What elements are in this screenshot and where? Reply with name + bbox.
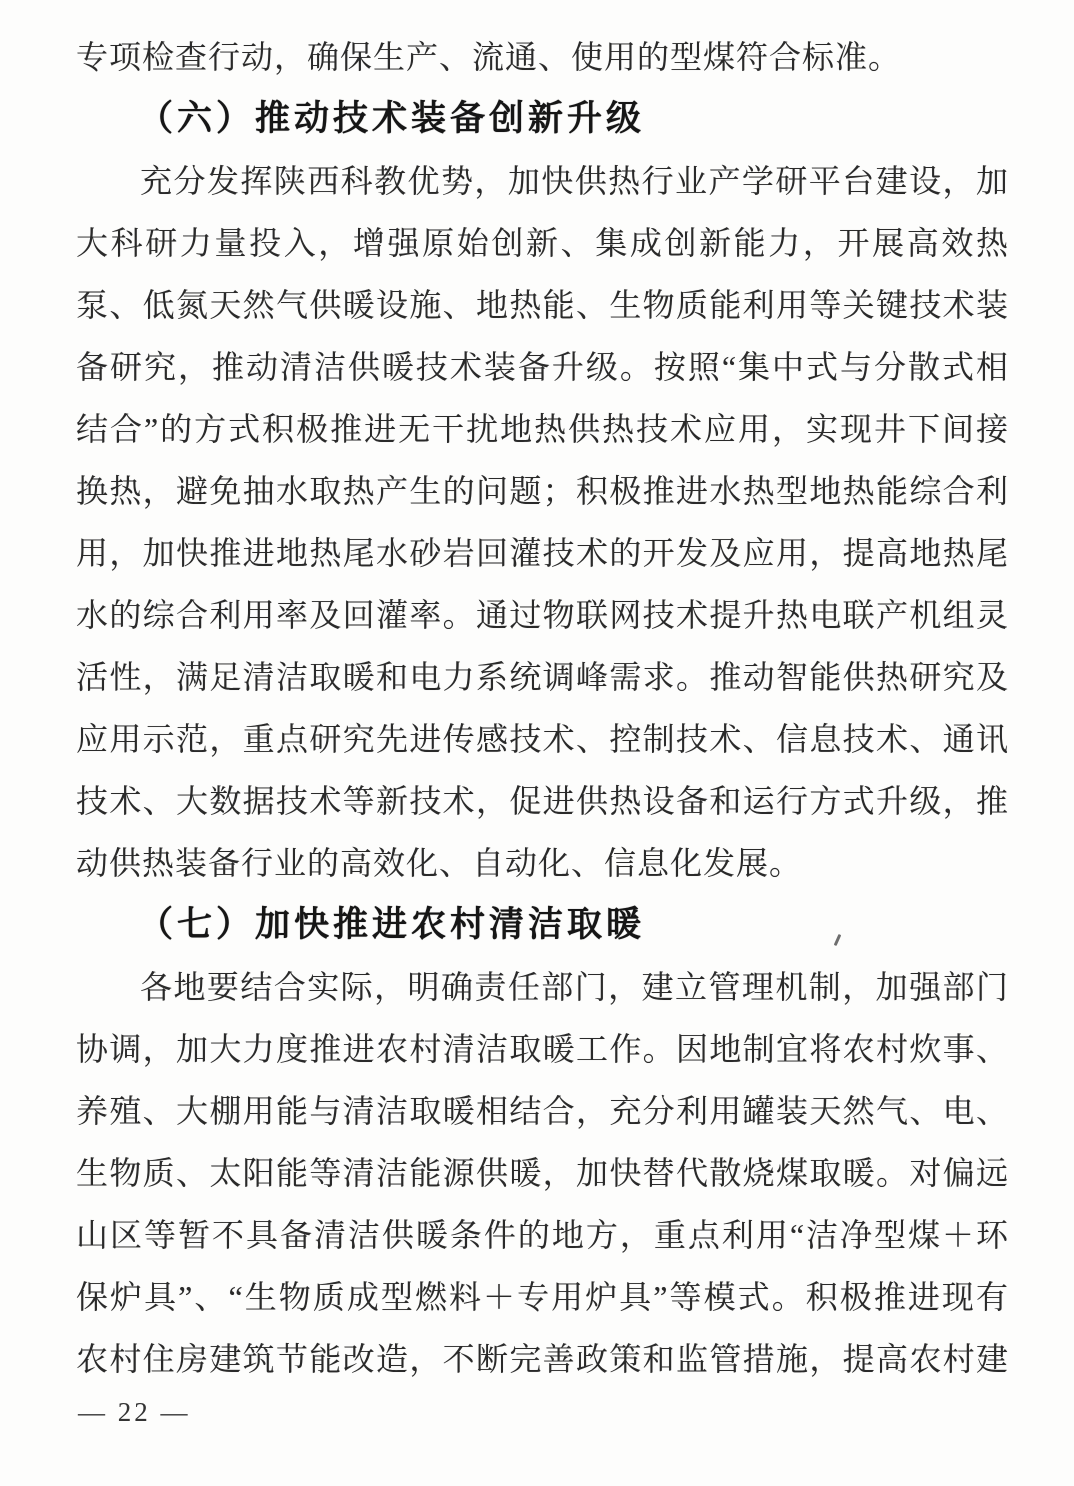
text-line: 动供热装备行业的高效化、自动化、信息化发展。: [76, 845, 803, 881]
text-line: 农村住房建筑节能改造，不断完善政策和监管措施，提高农村建: [76, 1341, 1008, 1377]
text-line: 充分发挥陕西科教优势，加快供热行业产学研平台建设，加: [140, 163, 1008, 199]
text-line: 协调，加大力度推进农村清洁取暖工作。因地制宜将农村炊事、: [76, 1031, 1008, 1067]
text-line: 水的综合利用率及回灌率。通过物联网技术提升热电联产机组灵: [76, 597, 1008, 633]
section-heading: （七）加快推进农村清洁取暖: [138, 905, 646, 944]
page-number: — 22 —: [78, 1397, 191, 1427]
text-line: 各地要结合实际，明确责任部门，建立管理机制，加强部门: [140, 969, 1008, 1005]
text-line: 山区等暂不具备清洁供暖条件的地方，重点利用“洁净型煤＋环: [76, 1217, 1008, 1253]
text-line: 技术、大数据技术等新技术，促进供热设备和运行方式升级，推: [76, 783, 1008, 819]
document-lines: [76, 26, 1008, 1390]
text-line: 生物质、太阳能等清洁能源供暖，加快替代散烧煤取暖。对偏远: [76, 1155, 1008, 1191]
text-line: 保炉具”、“生物质成型燃料＋专用炉具”等模式。积极推进现有: [76, 1279, 1008, 1315]
text-line: 换热，避免抽水取热产生的问题；积极推进水热型地热能综合利: [76, 473, 1008, 509]
text-line: 活性，满足清洁取暖和电力系统调峰需求。推动智能供热研究及: [76, 659, 1008, 695]
text-line: 泵、低氮天然气供暖设施、地热能、生物质能利用等关键技术装: [76, 287, 1008, 323]
text-line: 用，加快推进地热尾水砂岩回灌技术的开发及应用，提高地热尾: [76, 535, 1008, 571]
text-line: 结合”的方式积极推进无干扰地热供热技术应用，实现井下间接: [76, 411, 1008, 447]
text-line: 备研究，推动清洁供暖技术装备升级。按照“集中式与分散式相: [76, 349, 1008, 385]
text-line: 养殖、大棚用能与清洁取暖相结合，充分利用罐装天然气、电、: [76, 1093, 1008, 1129]
text-line: 大科研力量投入，增强原始创新、集成创新能力，开展高效热: [76, 225, 1008, 261]
text-line: 应用示范，重点研究先进传感技术、控制技术、信息技术、通讯: [76, 721, 1008, 757]
text-line: 专项检查行动，确保生产、流通、使用的型煤符合标准。: [76, 39, 902, 75]
section-heading: （六）推动技术装备创新升级: [138, 99, 646, 138]
